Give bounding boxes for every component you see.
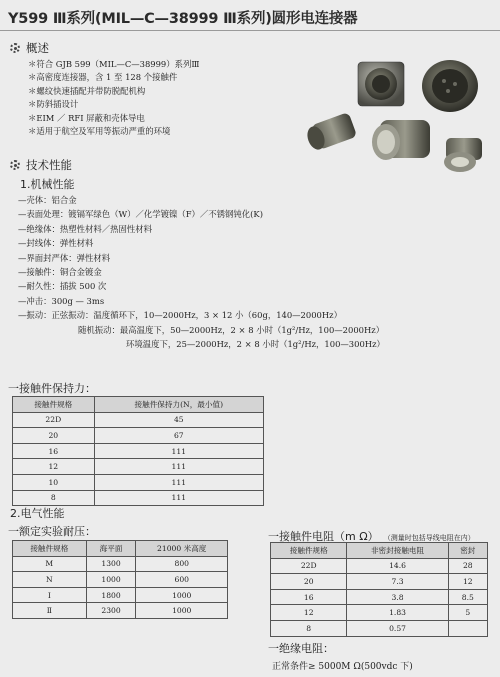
gear-bullet-icon <box>10 160 20 170</box>
overview-item: ＊EIM ／ RFI 屏蔽和壳体导电 <box>28 112 145 123</box>
overview-item: ＊螺纹快速插配并带防脱配机构 <box>28 85 146 96</box>
table-row <box>271 605 488 621</box>
table-cell: 8 <box>271 620 347 636</box>
table-cell: 1000 <box>136 603 228 619</box>
gear-bullet-icon <box>10 43 20 53</box>
table-cell: 12 <box>448 574 487 590</box>
resistance-table <box>270 542 488 637</box>
overview-item: ＊高密度连接器，含 1 至 128 个接触件 <box>28 72 178 83</box>
table-header-cell: 接触件保持力(N，最小值) <box>94 397 263 413</box>
table-header-cell: 非密封接触电阻 <box>347 543 448 559</box>
table-row <box>13 443 264 459</box>
table-cell: 45 <box>94 412 263 428</box>
table-cell: M <box>13 556 87 572</box>
table-cell: 111 <box>94 459 263 475</box>
table-cell: 12 <box>13 459 95 475</box>
table-cell: 20 <box>13 428 95 444</box>
page-title: Y599 Ⅲ系列(MIL—C—38999 Ⅲ系列)圆形电连接器 <box>8 11 358 27</box>
mech-heading: 1.机械性能 <box>20 178 75 191</box>
retention-table <box>12 396 264 506</box>
table-cell: 1.83 <box>347 605 448 621</box>
table-cell: 14.6 <box>347 558 448 574</box>
table-cell: 5 <box>448 605 487 621</box>
table-row <box>13 459 264 475</box>
table-cell: 20 <box>271 574 347 590</box>
table-row <box>271 558 488 574</box>
table-cell: 16 <box>271 589 347 605</box>
mech-line: —振动：正弦振动：温度循环下，10—2000Hz，3 × 12 小（60g，140—2000Hz） <box>18 310 342 321</box>
tech-heading-text: 技术性能 <box>26 158 72 172</box>
table-cell: I <box>13 587 87 603</box>
table-row <box>13 428 264 444</box>
table-row <box>271 620 488 636</box>
table-cell: 22D <box>271 558 347 574</box>
table-row <box>13 490 264 506</box>
table-cell: 8.5 <box>448 589 487 605</box>
overview-item: ＊适用于航空及军用等振动严重的环境 <box>28 126 171 137</box>
table-header-cell: 海平面 <box>86 541 136 557</box>
table-cell: 16 <box>13 443 95 459</box>
retention-heading: 一接触件保持力： <box>8 382 96 395</box>
insulation-line: 正常条件≥ 5000M Ω(500vdc 下) <box>272 662 413 672</box>
elec-heading: 2.电气性能 <box>10 507 65 520</box>
mech-line: —冲击：300g — 3ms <box>18 295 105 306</box>
table-cell: 3.8 <box>347 589 448 605</box>
table-cell: N <box>13 572 87 588</box>
mech-line: —表面处理：镀镉军绿色（W）／化学镀镍（F）／不锈钢钝化(K) <box>18 209 263 220</box>
table-cell: 12 <box>271 605 347 621</box>
table-row <box>13 572 228 588</box>
table-header-cell: 接触件规格 <box>271 543 347 559</box>
table-cell: 1000 <box>136 587 228 603</box>
mech-line: —界面封严体：弹性材料 <box>18 252 111 263</box>
table-header-row <box>13 397 264 413</box>
vibration-line: 随机振动：最高温度下，50—2000Hz，2 × 8 小时（1g²/Hz，100—2000Hz） <box>78 324 385 335</box>
mech-line: —接触件：铜合金镀金 <box>18 267 102 278</box>
table-cell: 1300 <box>86 556 136 572</box>
resistance-note: （测量时包括导线电阻在内） <box>383 534 475 542</box>
mech-list <box>18 193 385 351</box>
overview-item: ＊防斜插设计 <box>28 99 79 110</box>
table-cell: 600 <box>136 572 228 588</box>
table-cell: 8 <box>13 490 95 506</box>
table-header-row <box>271 543 488 559</box>
mech-line: —封线体：弹性材料 <box>18 238 94 249</box>
connector-product-photo <box>300 58 490 178</box>
table-cell: 1800 <box>86 587 136 603</box>
insulation-heading: 一绝缘电阻： <box>268 642 334 655</box>
table-cell: 28 <box>448 558 487 574</box>
table-row <box>13 412 264 428</box>
table-cell <box>448 620 487 636</box>
table-cell: 800 <box>136 556 228 572</box>
table-header-row <box>13 541 228 557</box>
table-cell: 111 <box>94 474 263 490</box>
table-row <box>271 589 488 605</box>
overview-heading <box>10 40 49 56</box>
title-divider <box>0 30 500 31</box>
table-row <box>13 587 228 603</box>
table-row <box>13 474 264 490</box>
vibration-line: 环境温度下，25—2000Hz，2 × 8 小时（1g²/Hz，100—300Hz） <box>126 339 385 350</box>
table-cell: 111 <box>94 490 263 506</box>
mech-line: —绝缘体：热塑性材料／热固性材料 <box>18 223 152 234</box>
table-header-cell: 接触件规格 <box>13 541 87 557</box>
table-row <box>13 556 228 572</box>
table-cell: 67 <box>94 428 263 444</box>
table-cell: 7.3 <box>347 574 448 590</box>
table-row <box>271 574 488 590</box>
table-header-cell: 21000 米高度 <box>136 541 228 557</box>
voltage-heading: 一额定实验耐压： <box>8 525 96 538</box>
table-cell: 111 <box>94 443 263 459</box>
mech-line: —壳体：铝合金 <box>18 195 77 205</box>
table-cell: 0.57 <box>347 620 448 636</box>
voltage-table <box>12 540 228 619</box>
table-header-cell: 密封 <box>448 543 487 559</box>
overview-list <box>28 58 199 138</box>
table-row <box>13 603 228 619</box>
overview-heading-text: 概述 <box>26 41 49 55</box>
overview-item: ＊符合 GJB 599（MIL—C—38999）系列Ⅲ <box>28 59 200 69</box>
mech-line: —耐久性：插拔 500 次 <box>18 281 107 292</box>
table-cell: 22D <box>13 412 95 428</box>
tech-heading <box>10 157 72 173</box>
table-cell: 10 <box>13 474 95 490</box>
resistance-heading: 一接触件电阻（m Ω） <box>268 530 379 543</box>
table-cell: Ⅱ <box>13 603 87 619</box>
table-cell: 2300 <box>86 603 136 619</box>
table-cell: 1000 <box>86 572 136 588</box>
table-header-cell: 接触件规格 <box>13 397 95 413</box>
